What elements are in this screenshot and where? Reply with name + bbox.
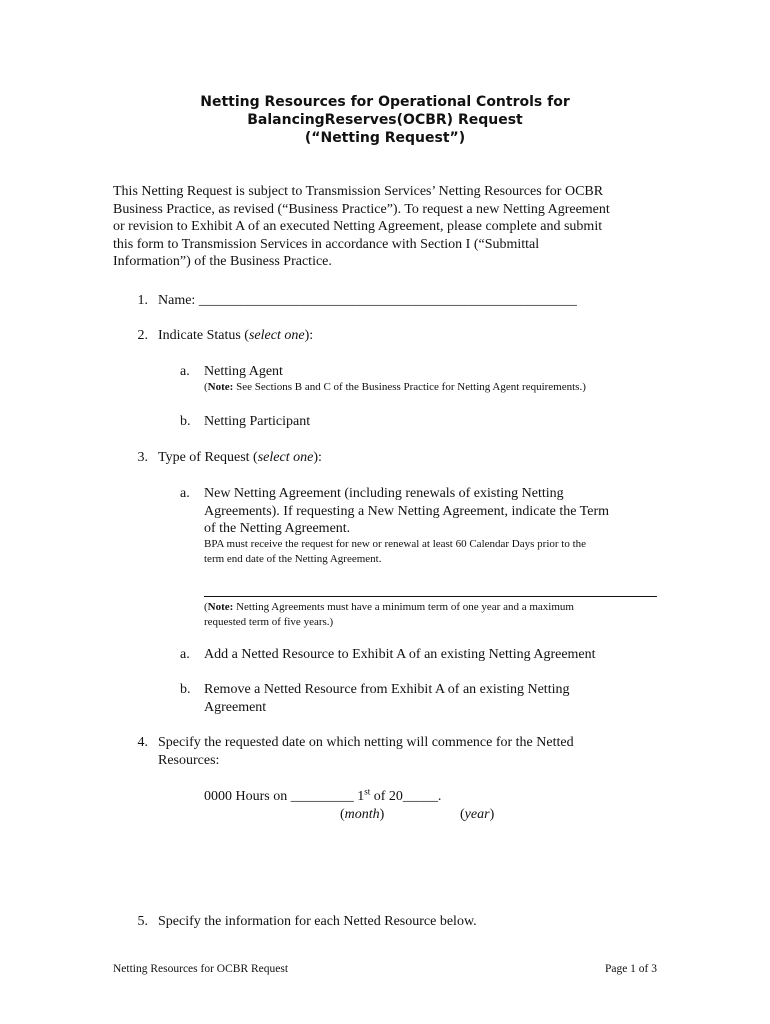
request-type-label: Type of Request ( <box>158 450 258 465</box>
status-select-hint: select one <box>248 328 305 343</box>
year-caption: (year) <box>460 807 495 822</box>
intro-line: This Netting Request is subject to Transmission Services’ Netting Resources for OCBR <box>113 184 604 199</box>
netting-agent-note <box>204 380 586 395</box>
note-text: requested term of five years.) <box>204 616 334 628</box>
date-year-text: of 20_____. <box>370 789 442 804</box>
question-line: Resources: <box>158 752 220 768</box>
request-option-new-agreement[interactable] <box>204 485 609 538</box>
status-question <box>158 327 313 345</box>
request-option-c-letter: b. <box>180 682 191 697</box>
status-option-netting-agent[interactable]: Netting Agent <box>204 364 283 379</box>
name-blank[interactable]: ______________________________________________________ <box>198 293 577 308</box>
item-5-number: 5. <box>137 914 148 929</box>
title-line-3: (“Netting Request”) <box>304 130 466 146</box>
option-line: New Netting Agreement (including renewals of existing Netting <box>204 486 564 501</box>
request-type-close: ): <box>313 450 322 465</box>
month-caption: (month) <box>340 807 385 822</box>
item-2-number: 2. <box>137 328 148 343</box>
intro-line: or revision to Exhibit A of an executed Netting Agreement, please complete and submit <box>113 219 603 234</box>
intro-line: this form to Transmission Services in accordance with Section I (“Submittal <box>113 236 540 252</box>
option-line: Remove a Netted Resource from Exhibit A of an existing Netting <box>204 682 570 697</box>
date-hours-text: 0000 Hours on _________ 1 <box>204 789 365 804</box>
footer-title: Netting Resources for OCBR Request <box>113 963 289 975</box>
item-4-number: 4. <box>137 735 148 750</box>
netted-resource-instruction: Specify the information for each Netted Resource below. <box>158 914 477 929</box>
request-option-b-letter: a. <box>180 647 190 662</box>
year-label: year <box>464 807 490 822</box>
commence-date-field[interactable] <box>204 788 441 806</box>
note-line: BPA must receive the request for new or renewal at least 60 Calendar Days prior to the <box>204 538 587 550</box>
request-option-remove-resource[interactable] <box>204 681 569 716</box>
status-option-a-letter: a. <box>180 364 190 379</box>
status-label: Indicate Status ( <box>158 328 249 343</box>
note-label: Note: <box>207 601 234 613</box>
note-text: Netting Agreements must have a minimum term of one year and a maximum <box>233 601 574 613</box>
intro-line: Business Practice, as revised (“Business Practice”). To request a new Netting Agreement <box>113 201 610 217</box>
note-paren: ( <box>204 601 208 613</box>
name-label: Name: <box>158 293 199 308</box>
request-option-a-letter: a. <box>180 486 190 501</box>
title-line-1: Netting Resources for Operational Controls for <box>200 94 570 110</box>
option-line: Agreement <box>204 699 267 715</box>
document-title <box>0 93 770 147</box>
note-text: See Sections B and C of the Business Practice for Netting Agent requirements.) <box>233 381 586 393</box>
status-option-netting-participant[interactable]: Netting Participant <box>204 414 311 429</box>
item-3-number: 3. <box>137 450 148 465</box>
question-line: Specify the requested date on which netting will commence for the Netted <box>158 735 574 750</box>
month-label: month <box>344 807 380 822</box>
option-line: of the Netting Agreement. <box>204 521 351 536</box>
note-paren: ( <box>204 381 208 393</box>
intro-paragraph <box>113 183 610 271</box>
date-ordinal: st <box>364 786 371 797</box>
intro-line: Information”) of the Business Practice. <box>113 254 332 269</box>
term-limits-note <box>204 600 574 630</box>
request-type-question <box>158 449 322 467</box>
note-line: term end date of the Netting Agreement. <box>204 553 382 565</box>
status-close: ): <box>304 328 314 343</box>
request-option-add-resource[interactable]: Add a Netted Resource to Exhibit A of an existing Netting Agreement <box>204 647 596 662</box>
page-number: Page 1 of 3 <box>604 963 657 975</box>
option-line: Agreements). If requesting a New Netting Agreement, indicate the Term <box>204 503 610 519</box>
item-1-number: 1. <box>137 293 148 308</box>
commence-date-question <box>158 734 574 769</box>
term-entry-line[interactable] <box>204 596 657 597</box>
status-option-b-letter: b. <box>180 414 191 429</box>
title-line-2: BalancingReserves(OCBR) Request <box>247 112 523 128</box>
request-type-select-hint: select one <box>257 450 314 465</box>
name-field[interactable] <box>158 292 577 310</box>
renewal-deadline-note <box>204 537 586 567</box>
note-label: Note: <box>207 381 234 393</box>
